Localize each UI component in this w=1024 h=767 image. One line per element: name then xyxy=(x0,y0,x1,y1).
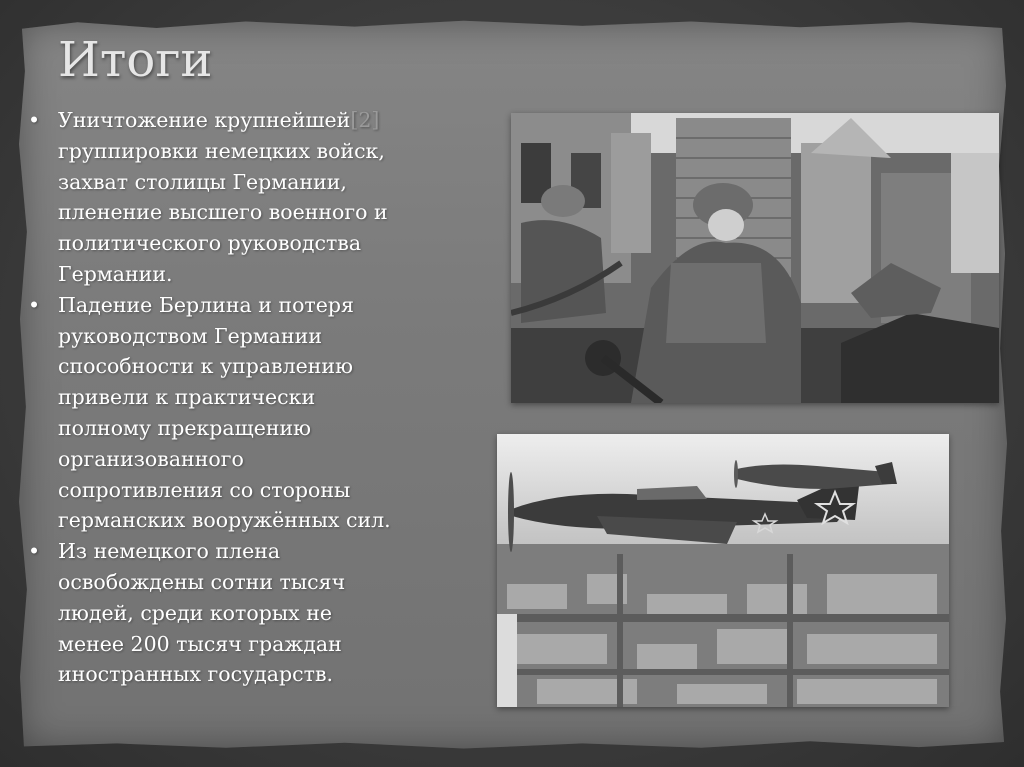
bullet-list xyxy=(28,105,398,690)
bullet-marker: • xyxy=(28,539,41,564)
bullet-item xyxy=(28,105,398,290)
aircraft-over-city-photo xyxy=(497,434,949,707)
bullet-text: Из немецкого плена освобождены сотни тысяч людей, среди которых не менее 200 тысяч граждан иностранных государств. xyxy=(58,539,346,687)
slide-title: Итоги xyxy=(58,32,213,88)
bullet-text: Уничтожение крупнейшей xyxy=(58,108,351,132)
bullet-item xyxy=(28,290,398,536)
bullet-item xyxy=(28,536,398,690)
bullet-marker: • xyxy=(28,108,41,132)
bullet-text: Падение Берлина и потеря руководством Германии способности к управлению привели к практически полному прекращению организованного сопротивления со стороны германских вооружённых сил. xyxy=(58,292,391,533)
bullet-text-continued: группировки немецких войск, захват столицы Германии, пленение высшего военного и политического руководства Германии. xyxy=(58,138,388,286)
footnote-link[interactable]: [2] xyxy=(350,108,380,132)
bullet-marker: • xyxy=(28,292,41,317)
soldiers-in-ruins-photo xyxy=(511,113,999,403)
